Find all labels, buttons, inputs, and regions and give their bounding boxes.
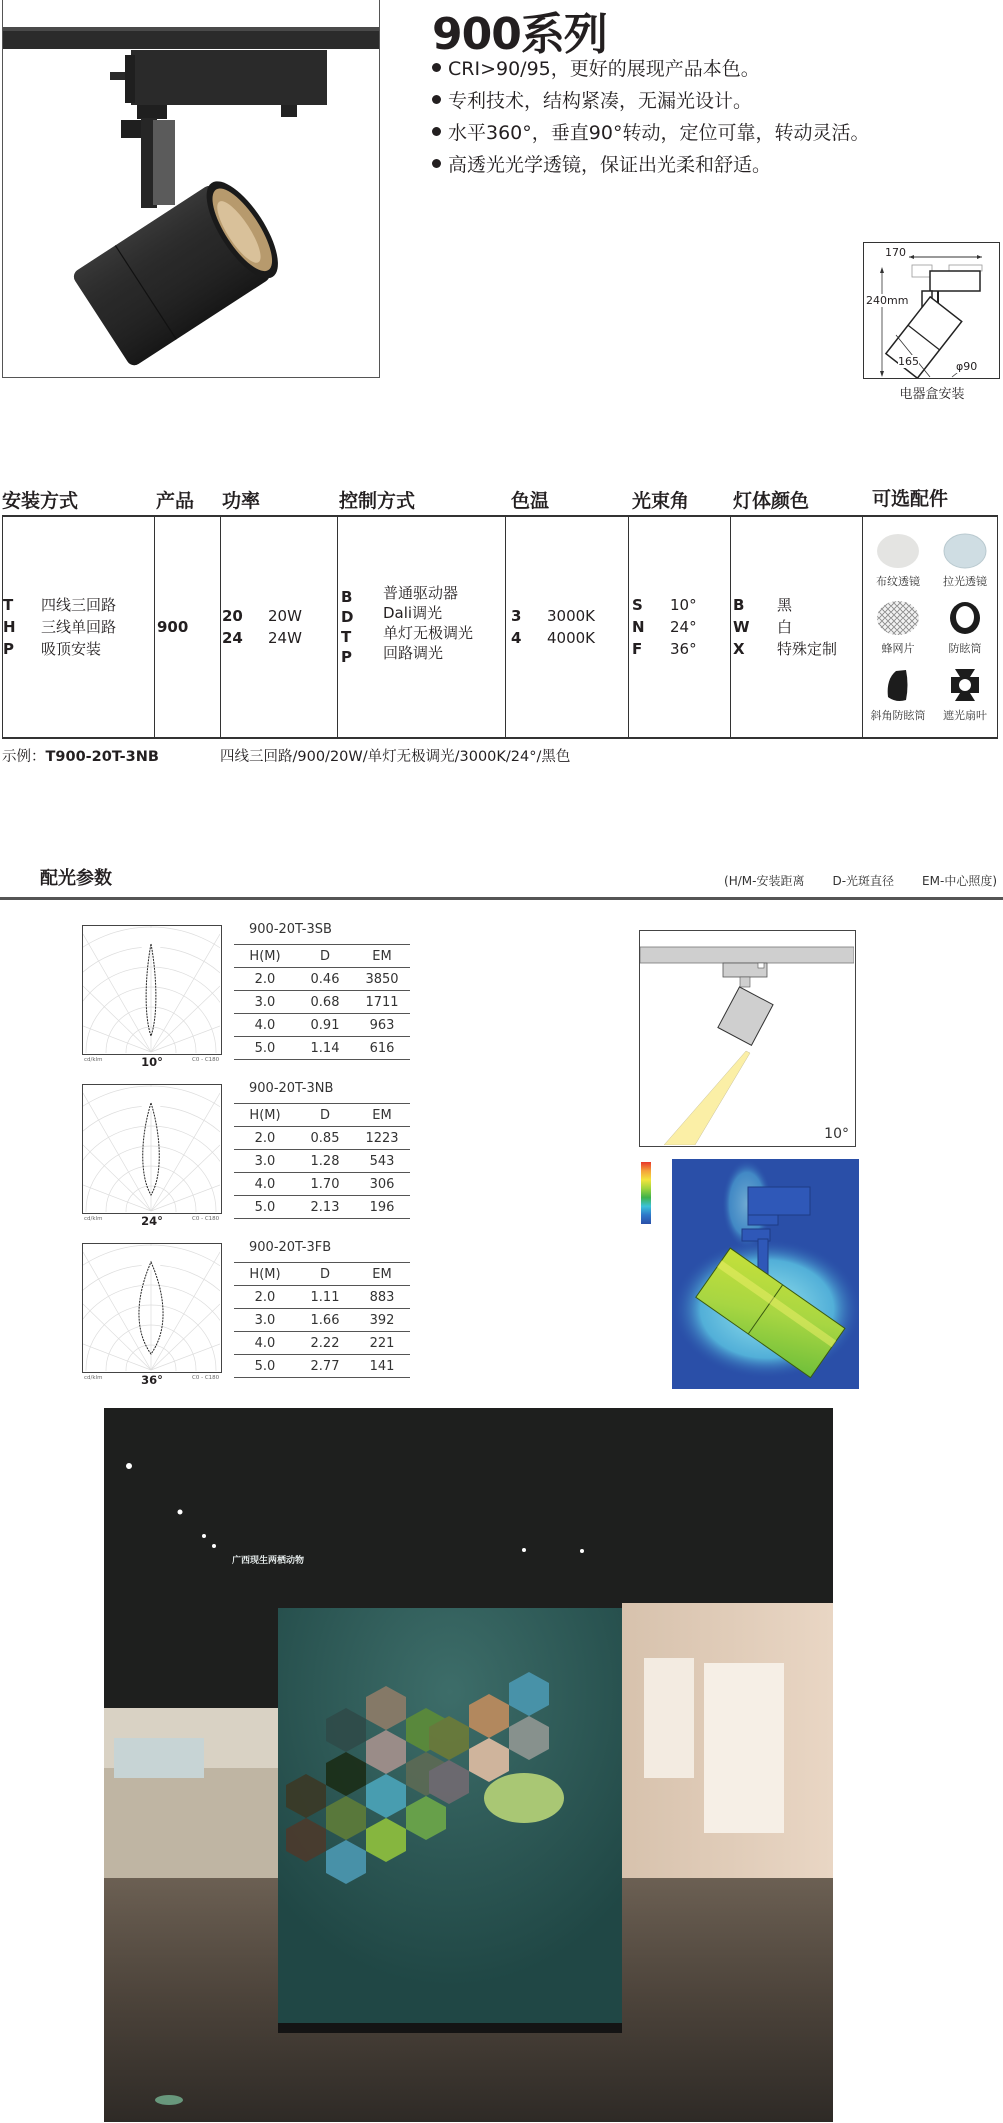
header-control: 控制方式: [339, 490, 416, 512]
bullet-icon: [432, 95, 441, 104]
abbreviation-legend: [696, 872, 997, 889]
table-row: [234, 968, 410, 991]
polar-chart: [82, 1243, 222, 1373]
model-code: 900-20T-3FB: [249, 1240, 332, 1255]
option-label: 3000K: [547, 607, 596, 625]
cell: 1223: [354, 1127, 410, 1150]
control-option: [341, 583, 473, 606]
accessory-linear-lens: [933, 533, 997, 589]
cell: 392: [354, 1309, 410, 1332]
color-options: [733, 594, 837, 660]
accessory-barn-door: [933, 667, 997, 723]
accessory-label: 防眩筒: [948, 642, 982, 655]
polar-unit: cd/klm: [84, 1375, 103, 1381]
photometric-table: [234, 1262, 410, 1378]
option-label: 普通驱动器: [383, 584, 459, 602]
beam-option: [632, 594, 697, 616]
polar-grid-icon: [83, 1085, 220, 1212]
section-title: 配光参数: [40, 868, 112, 889]
photometric-table: [234, 944, 410, 1060]
accessory-glare-tube: [933, 600, 997, 656]
cell: 5.0: [234, 1355, 296, 1378]
cell: 0.46: [296, 968, 354, 991]
table-header-row: [234, 945, 410, 968]
cell: 0.91: [296, 1014, 354, 1037]
museum-scene-illustration: [104, 1408, 833, 2122]
option-label: 特殊定制: [777, 640, 838, 658]
cell: 4.0: [234, 1014, 296, 1037]
cell: 5.0: [234, 1037, 296, 1060]
installation-photo: [104, 1408, 833, 2122]
color-option: [733, 616, 837, 638]
column-divider: [337, 515, 338, 739]
header-install: 安装方式: [2, 490, 79, 512]
cell: 1.66: [296, 1309, 354, 1332]
table-row: [234, 1332, 410, 1355]
header-product: 产品: [156, 490, 195, 512]
option-code: H: [3, 618, 16, 636]
polar-chart: [82, 925, 222, 1055]
color-option: [733, 638, 837, 660]
option-label: 20W: [268, 607, 302, 625]
wall-title: 广西现生两栖动物: [232, 1556, 305, 1566]
column-divider: [154, 515, 155, 739]
diffuse-lens-icon: [876, 533, 920, 569]
section-divider: [0, 897, 1003, 900]
table-row: [234, 1309, 410, 1332]
bullet-icon: [432, 63, 441, 72]
example-prefix: 示例：: [2, 749, 46, 765]
dim-height: 240mm: [866, 294, 909, 307]
dim-diameter: φ90: [956, 360, 978, 373]
col-header: H(M): [234, 1263, 296, 1286]
option-code: T: [341, 628, 352, 646]
cell: 3.0: [234, 991, 296, 1014]
column-divider: [862, 515, 863, 739]
col-header: EM: [354, 1104, 410, 1127]
option-label: Dali调光: [383, 604, 443, 622]
beam-option: [632, 616, 697, 638]
feature-text: CRI>90/95，更好的展现产品本色。: [448, 58, 760, 80]
thermal-lamp-icon: [672, 1159, 859, 1389]
option-code: N: [632, 618, 645, 636]
cell: 3850: [354, 968, 410, 991]
accessory-honeycomb: [866, 600, 930, 656]
cct-option: [511, 605, 595, 627]
dim-length: 165: [898, 355, 919, 368]
product-code: 900: [157, 618, 189, 636]
cell: 2.13: [296, 1196, 354, 1219]
cell: 3.0: [234, 1150, 296, 1173]
linear-lens-icon: [943, 533, 987, 569]
option-code: T: [3, 596, 14, 614]
table-row: [234, 1150, 410, 1173]
legend-em: EM-中心照度): [922, 874, 997, 888]
beam-diagram: [639, 930, 856, 1147]
feature-item: [432, 86, 752, 113]
thermal-simulation-image: [672, 1159, 859, 1389]
option-code: P: [341, 648, 352, 666]
table-row: [234, 1014, 410, 1037]
example-code: [2, 745, 159, 766]
cell: 616: [354, 1037, 410, 1060]
header-beam: 光束角: [632, 490, 690, 512]
option-code: P: [3, 640, 14, 658]
option-code: D: [341, 608, 354, 626]
option-label: 单灯无极调光: [383, 624, 474, 642]
col-header: D: [296, 945, 354, 968]
option-label: 三线单回路: [41, 618, 117, 636]
dimension-caption: 电器盒安装: [899, 387, 965, 402]
cell: 5.0: [234, 1196, 296, 1219]
angled-glare-tube-icon: [876, 667, 920, 703]
accessory-angled-glare-tube: [866, 667, 930, 723]
option-label: 四线三回路: [41, 596, 117, 614]
cell: 196: [354, 1196, 410, 1219]
table-row: [234, 1127, 410, 1150]
table-row: [234, 991, 410, 1014]
install-option: [3, 594, 116, 616]
option-code: B: [733, 596, 745, 614]
series-title: 900系列: [432, 9, 607, 60]
feature-item: [432, 118, 869, 145]
beam-spotlight-icon: [640, 931, 854, 1145]
option-code: F: [632, 640, 643, 658]
feature-text: 水平360°，垂直90°转动，定位可靠，转动灵活。: [448, 122, 870, 144]
header-power: 功率: [222, 490, 261, 512]
cell: 1.14: [296, 1037, 354, 1060]
option-label: 黑: [777, 596, 793, 614]
example-description: 四线三回路/900/20W/单灯无极调光/3000K/24°/黑色: [220, 749, 571, 765]
polar-unit: cd/klm: [84, 1057, 103, 1063]
track-spotlight-illustration: [3, 0, 379, 377]
col-header: D: [296, 1104, 354, 1127]
header-color: 灯体颜色: [733, 490, 810, 512]
option-label: 24W: [268, 629, 302, 647]
option-code: S: [632, 596, 643, 614]
option-label: 吸顶安装: [41, 640, 102, 658]
install-option: [3, 638, 116, 660]
legend-d: D-光斑直径: [832, 874, 895, 888]
power-options: [222, 605, 302, 649]
table-row: [234, 1286, 410, 1309]
product-image: [2, 0, 380, 378]
honeycomb-icon: [876, 600, 920, 636]
table-row: [234, 1355, 410, 1378]
accessory-label: 斜角防眩筒: [870, 709, 926, 722]
cell: 1.70: [296, 1173, 354, 1196]
control-options: [341, 583, 474, 666]
dim-width: 170: [885, 246, 906, 259]
feature-text: 专利技术，结构紧凑，无漏光设计。: [448, 90, 753, 112]
col-header: H(M): [234, 945, 296, 968]
cell: 963: [354, 1014, 410, 1037]
option-code: 24: [222, 629, 243, 647]
column-divider: [220, 515, 221, 739]
accessory-label: 布纹透镜: [876, 575, 920, 588]
option-label: 10°: [670, 596, 697, 614]
table-row: [234, 1173, 410, 1196]
install-options: [3, 594, 116, 660]
beam-angle-label: 10°: [824, 1126, 849, 1142]
cell: 2.0: [234, 1127, 296, 1150]
cell: 221: [354, 1332, 410, 1355]
option-code: 20: [222, 607, 243, 625]
col-header: H(M): [234, 1104, 296, 1127]
dimension-lines-icon: [864, 243, 999, 378]
beam-angle-label: 36°: [141, 1373, 163, 1387]
feature-item: [432, 54, 760, 81]
beam-option: [632, 638, 697, 660]
color-option: [733, 594, 837, 616]
polar-legend: C0 - C180: [192, 1057, 220, 1063]
power-option: [222, 605, 302, 627]
column-divider: [628, 515, 629, 739]
col-header: EM: [354, 945, 410, 968]
col-header: EM: [354, 1263, 410, 1286]
polar-unit: cd/klm: [84, 1216, 103, 1222]
option-label: 白: [777, 618, 793, 636]
cell: 1.28: [296, 1150, 354, 1173]
install-option: [3, 616, 116, 638]
cell: 543: [354, 1150, 410, 1173]
polar-legend: C0 - C180: [192, 1216, 220, 1222]
option-label: 4000K: [547, 629, 596, 647]
beam-angle-label: 10°: [141, 1055, 163, 1069]
bullet-icon: [432, 127, 441, 136]
option-label: 24°: [670, 618, 697, 636]
cell: 2.0: [234, 968, 296, 991]
cell: 3.0: [234, 1309, 296, 1332]
beam-options: [632, 594, 697, 660]
option-code: W: [733, 618, 750, 636]
cct-options: [511, 605, 595, 649]
feature-text: 高透光光学透镜，保证出光柔和舒适。: [448, 154, 772, 176]
option-code: B: [341, 588, 353, 606]
beam-angle-label: 24°: [141, 1214, 163, 1228]
table-row: [234, 1037, 410, 1060]
accessory-label: 蜂网片: [881, 642, 915, 655]
table-header-row: [234, 1104, 410, 1127]
cell: 1711: [354, 991, 410, 1014]
model-code: 900-20T-3NB: [249, 1081, 334, 1096]
cell: 2.22: [296, 1332, 354, 1355]
polar-chart: [82, 1084, 222, 1214]
cell: 4.0: [234, 1173, 296, 1196]
option-code: X: [733, 640, 745, 658]
cell: 2.77: [296, 1355, 354, 1378]
cell: 0.85: [296, 1127, 354, 1150]
polar-grid-icon: [83, 926, 220, 1053]
power-option: [222, 627, 302, 649]
option-label: 回路调光: [383, 644, 444, 662]
photometric-table: [234, 1103, 410, 1219]
cell: 4.0: [234, 1332, 296, 1355]
bullet-icon: [432, 159, 441, 168]
polar-legend: C0 - C180: [192, 1375, 220, 1381]
cell: 2.0: [234, 1286, 296, 1309]
spec-table: [2, 515, 998, 739]
temperature-scale: [641, 1162, 651, 1224]
polar-grid-icon: [83, 1244, 220, 1371]
col-header: D: [296, 1263, 354, 1286]
cell: 1.11: [296, 1286, 354, 1309]
barn-door-icon: [943, 667, 987, 703]
glare-tube-icon: [943, 600, 987, 636]
example-model: T900-20T-3NB: [45, 749, 159, 765]
option-label: 36°: [670, 640, 697, 658]
table-row: [234, 1196, 410, 1219]
table-header-row: [234, 1263, 410, 1286]
legend-hm: (H/M-安装距离: [724, 874, 805, 888]
cct-option: [511, 627, 595, 649]
feature-item: [432, 150, 771, 177]
cell: 0.68: [296, 991, 354, 1014]
option-code: 3: [511, 607, 522, 625]
accessory-diffuse-lens: [866, 533, 930, 589]
model-code: 900-20T-3SB: [249, 922, 332, 937]
dimension-drawing: [863, 242, 1000, 379]
option-code: 4: [511, 629, 522, 647]
cell: 141: [354, 1355, 410, 1378]
column-divider: [730, 515, 731, 739]
cell: 306: [354, 1173, 410, 1196]
cell: 883: [354, 1286, 410, 1309]
header-accessories: 可选配件: [872, 488, 949, 510]
accessory-label: 遮光扇叶: [943, 709, 987, 722]
header-cct: 色温: [511, 490, 550, 512]
column-divider: [505, 515, 506, 739]
accessory-label: 拉光透镜: [943, 575, 987, 588]
